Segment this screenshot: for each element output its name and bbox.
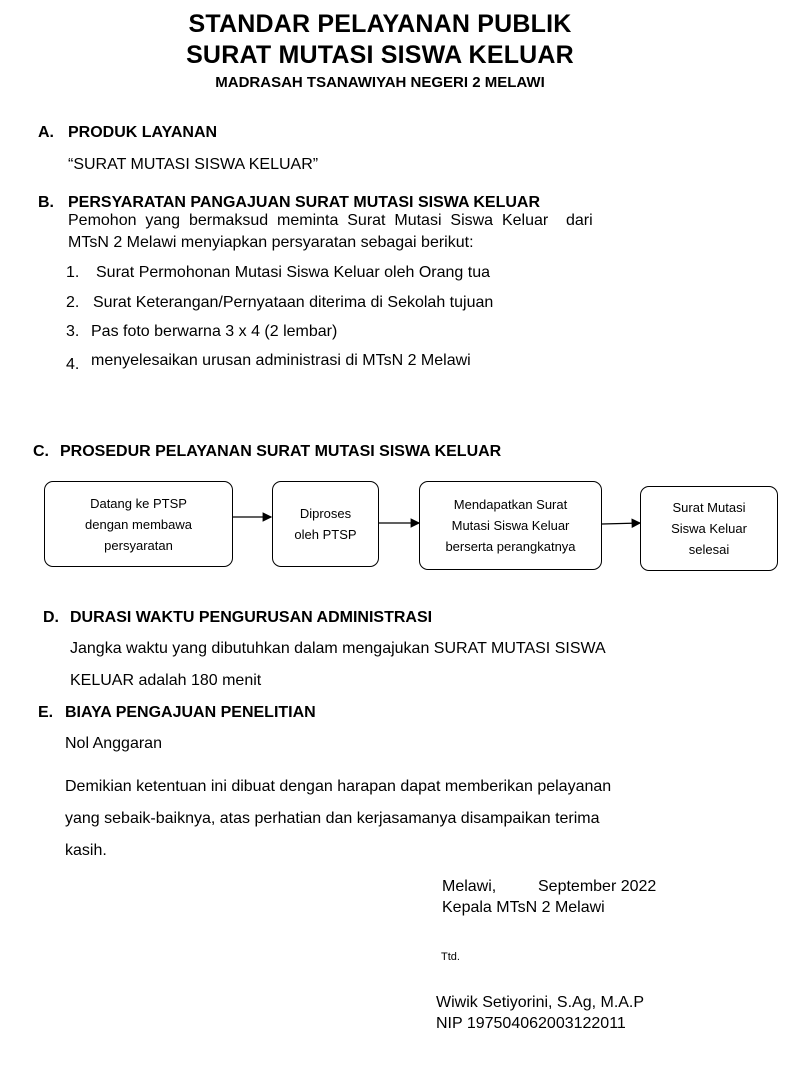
- requirement-item: menyelesaikan urusan administrasi di MTsN 2 Melawi: [91, 352, 471, 369]
- requirement-item: Surat Permohonan Mutasi Siswa Keluar oleh Orang tua: [96, 264, 490, 281]
- document-title-line2: SURAT MUTASI SISWA KELUAR: [186, 41, 574, 69]
- flow-step-1: Datang ke PTSP dengan membawa persyaratan: [44, 481, 233, 567]
- closing-line3: kasih.: [65, 842, 107, 859]
- signature-position: Kepala MTsN 2 Melawi: [442, 899, 605, 916]
- section-d-line2: KELUAR adalah 180 menit: [70, 672, 262, 689]
- section-b-letter: B.: [38, 194, 54, 211]
- signatory-nip: NIP 197504062003122011: [436, 1015, 626, 1032]
- section-d-letter: D.: [43, 609, 59, 626]
- section-b-intro-line1: Pemohon yang bermaksud meminta Surat Mutasi Siswa Keluar dari: [68, 212, 593, 229]
- section-a-text: “SURAT MUTASI SISWA KELUAR”: [68, 156, 319, 173]
- closing-line2: yang sebaik-baiknya, atas perhatian dan kerjasamanya disampaikan terima: [65, 810, 600, 827]
- section-b-intro-line2: MTsN 2 Melawi menyiapkan persyaratan sebagai berikut:: [68, 234, 474, 251]
- section-a-letter: A.: [38, 124, 54, 141]
- signature-ttd: Ttd.: [441, 951, 460, 963]
- flow-step-3: Mendapatkan Surat Mutasi Siswa Keluar berserta perangkatnya: [419, 481, 602, 570]
- document-title-line1: STANDAR PELAYANAN PUBLIK: [188, 10, 572, 38]
- section-c-letter: C.: [33, 443, 49, 460]
- signature-date: September 2022: [538, 878, 657, 895]
- flow-arrow: [602, 523, 640, 524]
- requirement-number: 2.: [66, 294, 80, 311]
- signatory-name: Wiwik Setiyorini, S.Ag, M.A.P: [436, 994, 645, 1011]
- flow-step-2: Diproses oleh PTSP: [272, 481, 379, 567]
- section-b-heading: PERSYARATAN PANGAJUAN SURAT MUTASI SISWA KELUAR: [68, 194, 541, 211]
- section-d-heading: DURASI WAKTU PENGURUSAN ADMINISTRASI: [70, 609, 433, 626]
- requirement-item: Surat Keterangan/Pernyataan diterima di Sekolah tujuan: [93, 294, 494, 311]
- document-subtitle: MADRASAH TSANAWIYAH NEGERI 2 MELAWI: [215, 74, 545, 91]
- section-e-letter: E.: [38, 704, 54, 721]
- section-e-heading: BIAYA PENGAJUAN PENELITIAN: [65, 704, 316, 721]
- requirement-number: 1.: [66, 264, 80, 281]
- closing-line1: Demikian ketentuan ini dibuat dengan harapan dapat memberikan pelayanan: [65, 778, 612, 795]
- flow-step-4: Surat Mutasi Siswa Keluar selesai: [640, 486, 778, 571]
- section-c-heading: PROSEDUR PELAYANAN SURAT MUTASI SISWA KELUAR: [60, 443, 502, 460]
- section-d-line1: Jangka waktu yang dibutuhkan dalam mengajukan SURAT MUTASI SISWA: [70, 640, 606, 657]
- signature-place: Melawi,: [442, 878, 497, 895]
- requirement-number: 4.: [66, 356, 80, 373]
- section-e-text: Nol Anggaran: [65, 735, 162, 752]
- section-a-heading: PRODUK LAYANAN: [68, 124, 218, 141]
- requirement-number: 3.: [66, 323, 80, 340]
- requirement-item: Pas foto berwarna 3 x 4 (2 lembar): [91, 323, 338, 340]
